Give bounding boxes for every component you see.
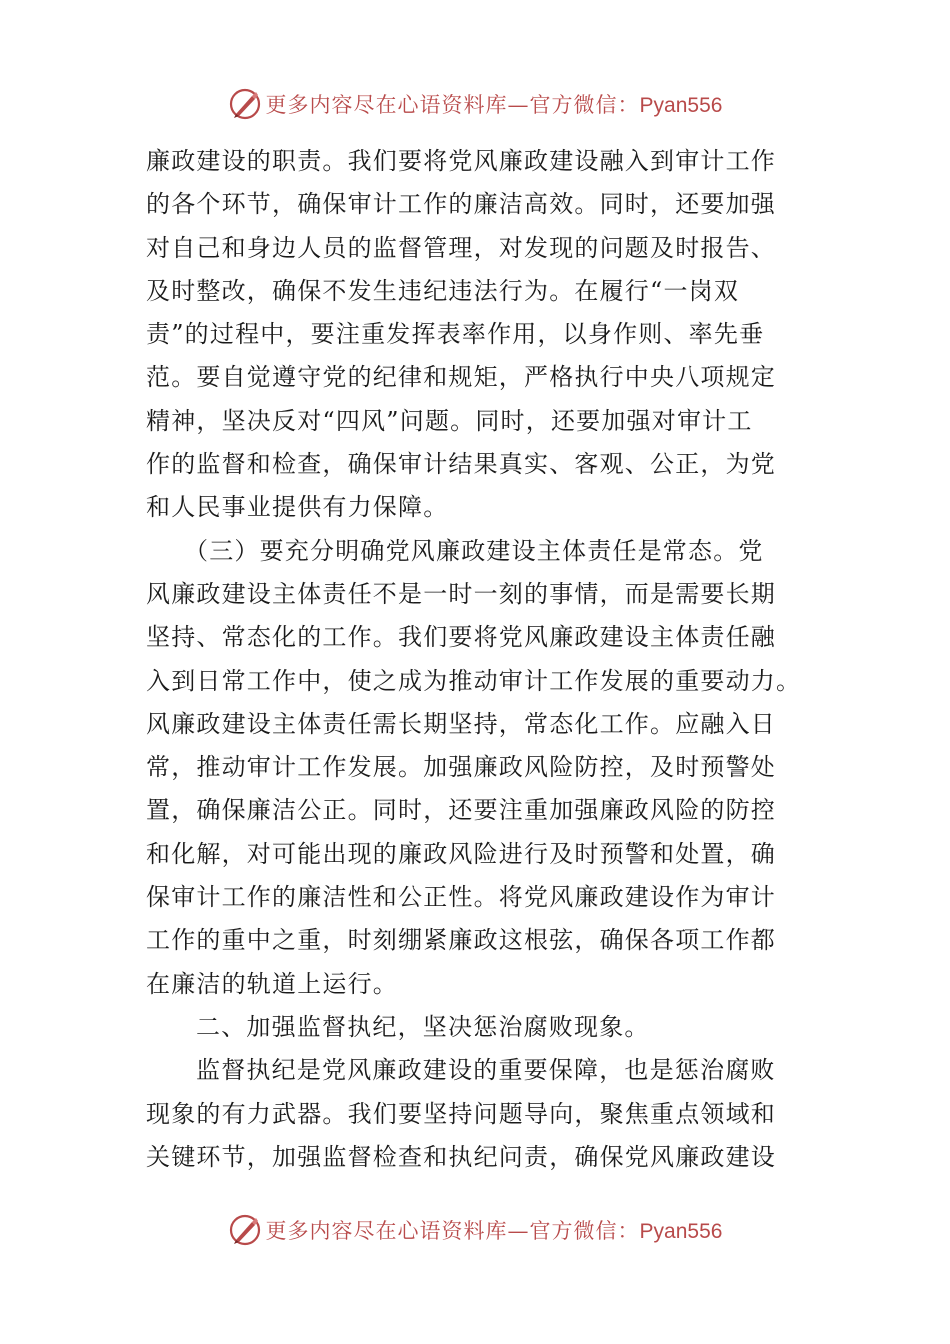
text-line: 现象的有力武器。我们要坚持问题导向，聚焦重点领域和 xyxy=(146,1099,776,1128)
text-line: 和化解，对可能出现的廉政风险进行及时预警和处置，确 xyxy=(146,839,776,868)
pen-circle-logo-icon xyxy=(228,87,262,121)
text-line: 工作的重中之重，时刻绷紧廉政这根弦，确保各项工作都 xyxy=(146,926,776,955)
wechat-id: Pyan556 xyxy=(639,1220,723,1243)
text-line: 在廉洁的轨道上运行。 xyxy=(146,969,398,998)
text-line: 置，确保廉洁公正。同时，还要注重加强廉政风险的防控 xyxy=(146,796,776,825)
text-line: 关键环节，加强监督检查和执纪问责，确保党风廉政建设 xyxy=(146,1142,776,1171)
header-banner xyxy=(0,84,950,124)
text-line: 坚持、常态化的工作。我们要将党风廉政建设主体责任融 xyxy=(146,623,776,652)
text-line: 风廉政建设主体责任不是一时一刻的事情，而是需要长期 xyxy=(146,579,776,608)
footer-banner xyxy=(0,1210,950,1250)
text-line: 的各个环节，确保审计工作的廉洁高效。同时，还要加强 xyxy=(146,190,776,219)
text-line: 对自己和身边人员的监督管理，对发现的问题及时报告、 xyxy=(146,233,776,262)
text-line: 风廉政建设主体责任需长期坚持，常态化工作。应融入日 xyxy=(146,709,776,738)
text-line: 责”的过程中，要注重发挥表率作用，以身作则、率先垂 xyxy=(146,320,765,349)
document-body xyxy=(146,140,802,1179)
text-line: 二、加强监督执纪，坚决惩治腐败现象。 xyxy=(196,1012,650,1041)
text-line: 常，推动审计工作发展。加强廉政风险防控，及时预警处 xyxy=(146,753,776,782)
text-line: 精神，坚决反对“四风”问题。同时，还要加强对审计工 xyxy=(146,406,753,435)
text-line: 及时整改，确保不发生违纪违法行为。在履行“一岗双 xyxy=(146,276,740,305)
wechat-id: Pyan556 xyxy=(639,94,723,117)
banner-text: 更多内容尽在心语资料库—官方微信：Pyan556 xyxy=(265,93,723,117)
text-line: 作的监督和检查，确保审计结果真实、客观、公正，为党 xyxy=(146,450,776,479)
text-line: 入到日常工作中，使之成为推动审计工作发展的重要动力。 xyxy=(146,666,802,695)
text-line: 监督执纪是党风廉政建设的重要保障，也是惩治腐败 xyxy=(196,1056,776,1085)
banner-text: 更多内容尽在心语资料库—官方微信：Pyan556 xyxy=(265,1219,723,1243)
text-line: 和人民事业提供有力保障。 xyxy=(146,493,449,522)
text-line: 廉政建设的职责。我们要将党风廉政建设融入到审计工作 xyxy=(146,147,776,175)
text-line: 范。要自觉遵守党的纪律和规矩，严格执行中央八项规定 xyxy=(146,363,776,392)
text-line: （三）要充分明确党风廉政建设主体责任是常态。党 xyxy=(184,536,764,565)
pen-circle-logo-icon xyxy=(228,1213,262,1247)
text-line: 保审计工作的廉洁性和公正性。将党风廉政建设作为审计 xyxy=(146,883,776,912)
